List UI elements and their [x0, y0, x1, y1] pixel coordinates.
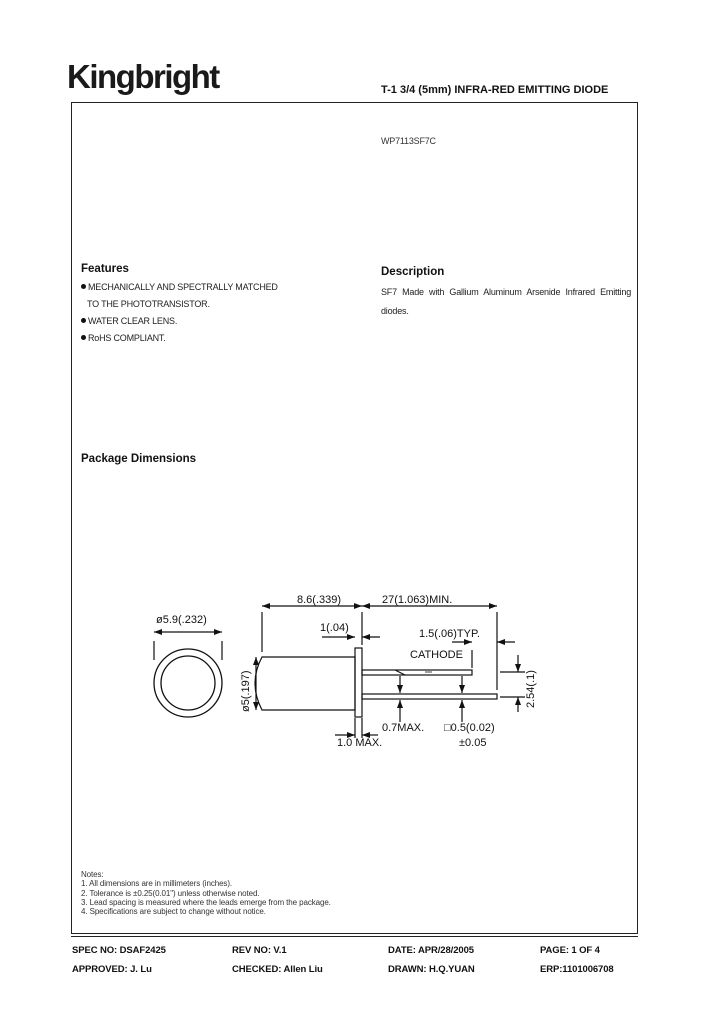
brand-logo: Kingbright — [67, 58, 219, 95]
dim-label-flange: 1(.04) — [320, 622, 349, 634]
arrow — [362, 603, 370, 609]
dim-label-bend: 1.5(.06)TYP. — [419, 628, 480, 640]
arrow — [397, 700, 403, 708]
drawn-by: DRAWN: H.Q.YUAN — [388, 964, 475, 975]
arrow — [354, 603, 362, 609]
lens-inner-circle — [161, 656, 215, 710]
dim-label-flange-max: 1.0 MAX. — [337, 737, 383, 749]
feature-text: RoHS COMPLIANT. — [88, 333, 166, 343]
dim-label-lead-spacing: 2.54(.1) — [525, 670, 537, 708]
arrow — [515, 664, 521, 672]
document-title: T-1 3/4 (5mm) INFRA-RED EMITTING DIODE — [381, 84, 609, 96]
feature-text: MECHANICALLY AND SPECTRALLY MATCHED — [88, 282, 278, 292]
erp-number: ERP:1101006708 — [540, 964, 614, 975]
description-heading: Description — [381, 266, 445, 278]
lead-upper — [362, 670, 472, 675]
dim-label-lead-max: 0.7MAX. — [382, 722, 425, 734]
arrow — [347, 634, 355, 640]
arrow — [397, 685, 403, 693]
led-body — [255, 657, 355, 710]
dim-label-body-length: 8.6(.339) — [297, 594, 342, 606]
description-text: SF7 Made with Gallium Aluminum Arsenide Infrared Emitting diodes. — [381, 287, 631, 316]
note-item: 2. Tolerance is ±0.25(0.01") unless otherwise noted. — [81, 888, 260, 898]
dim-label-lens: ø5.9(.232) — [156, 614, 207, 626]
checked-by: CHECKED: Allen Liu — [232, 964, 323, 975]
arrow — [262, 603, 270, 609]
cathode-label: CATHODE — [410, 649, 463, 661]
dim-label-lead-square: □0.5(0.02) — [444, 722, 495, 734]
arrow — [253, 702, 259, 710]
arrow — [253, 657, 259, 665]
dim-label-body-diameter: ø5(.197) — [240, 670, 252, 712]
page-number: PAGE: 1 OF 4 — [540, 945, 600, 956]
arrow — [489, 603, 497, 609]
dim-label-lead-tol: ±0.05 — [459, 737, 487, 749]
arrow — [497, 639, 505, 645]
led-flange — [355, 648, 362, 717]
arrow — [515, 697, 521, 705]
note-item: 3. Lead spacing is measured where the leads emerge from the package. — [81, 897, 331, 907]
arrow — [214, 629, 222, 635]
arrow — [459, 700, 465, 708]
feature-text: TO THE PHOTOTRANSISTOR. — [87, 299, 210, 309]
arrow — [154, 629, 162, 635]
lens-outer-circle — [154, 649, 222, 717]
arrow — [459, 685, 465, 693]
note-item: 1. All dimensions are in millimeters (inches). — [81, 879, 233, 889]
package-heading: Package Dimensions — [81, 453, 197, 465]
spec-no: SPEC NO: DSAF2425 — [72, 945, 166, 956]
cathode-mark — [395, 670, 405, 675]
footer-divider — [71, 936, 638, 937]
feature-text: WATER CLEAR LENS. — [88, 316, 178, 326]
notes-title: Notes: — [81, 870, 104, 879]
notes-block — [81, 870, 331, 916]
lead-lower — [362, 694, 497, 699]
approved-by: APPROVED: J. Lu — [72, 964, 152, 975]
part-number: WP7113SF7C — [381, 136, 436, 146]
rev-no: REV NO: V.1 — [232, 945, 287, 956]
arrow — [362, 634, 370, 640]
dim-label-lead-length: 27(1.063)MIN. — [382, 594, 453, 606]
features-heading: Features — [81, 263, 129, 275]
note-item: 4. Specifications are subject to change without notice. — [81, 907, 266, 917]
date: DATE: APR/28/2005 — [388, 945, 474, 956]
